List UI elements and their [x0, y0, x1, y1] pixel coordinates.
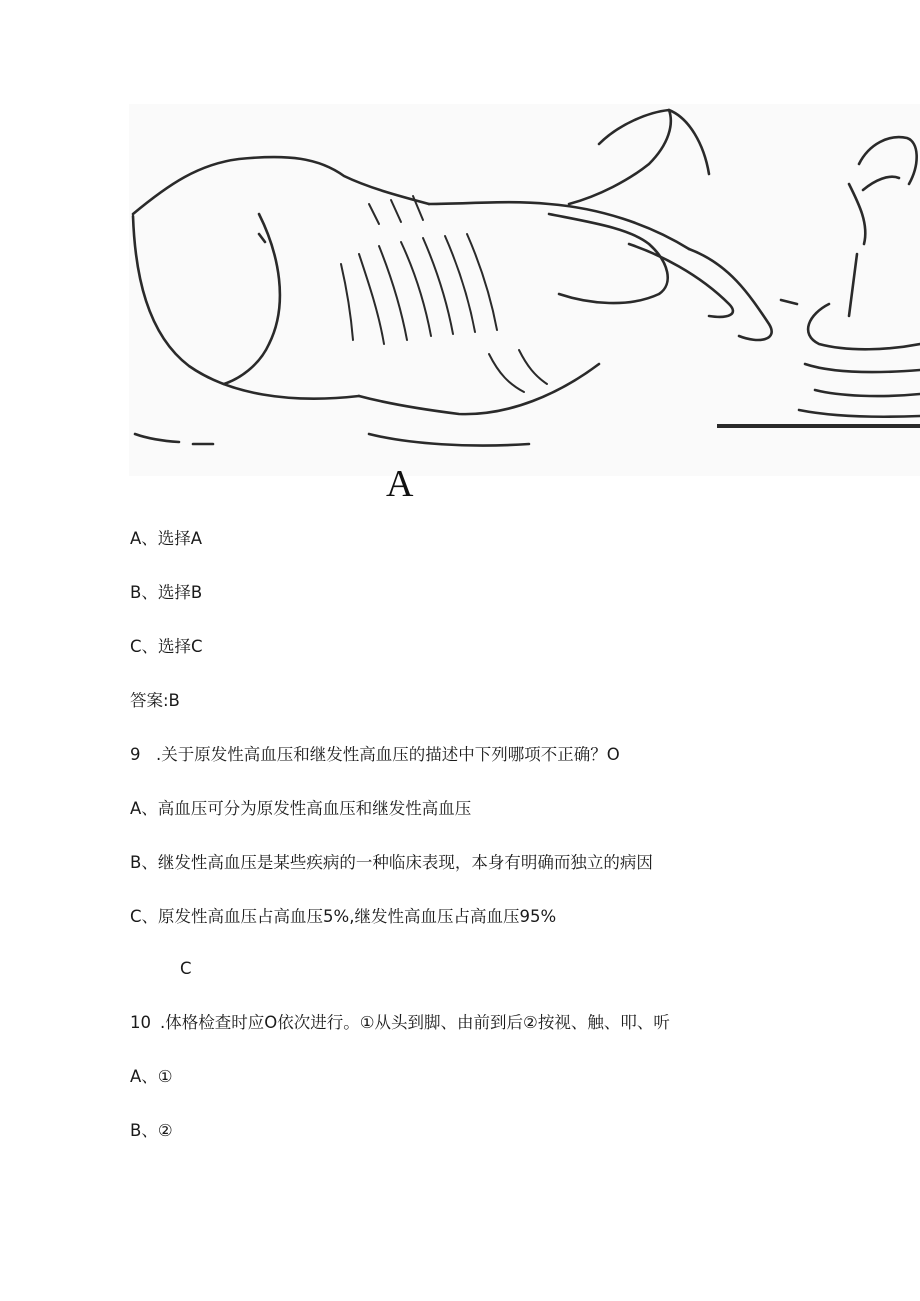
figure-label: A: [386, 463, 414, 505]
q9-option-a: A、高血压可分为原发性高血压和继发性高血压: [130, 799, 472, 818]
q9-option-b: B、继发性高血压是某些疾病的一种临床表现，本身有明确而独立的病因: [130, 853, 653, 872]
q10-option-b: B、②: [130, 1121, 173, 1140]
q10-option-a: A、①: [130, 1067, 173, 1086]
q8-option-c: C、选择C: [130, 637, 203, 656]
q9-answer: C: [180, 959, 192, 978]
q10-stem: .体格检查时应O依次进行。①从头到脚、由前到后②按视、触、叩、听: [160, 1013, 670, 1032]
q10-question: [130, 1012, 670, 1034]
q9-stem: .关于原发性高血压和继发性高血压的描述中下列哪项不正确？O: [156, 745, 620, 764]
q8-option-a: A、选择A: [130, 529, 203, 548]
q9-question: [130, 744, 620, 766]
q10-number: 10: [130, 1013, 151, 1032]
medical-illustration: [129, 104, 920, 476]
q9-option-c: C、原发性高血压占高血压5%,继发性高血压占高血压95%: [130, 907, 557, 926]
q8-answer: 答案:B: [130, 691, 180, 710]
q8-option-b: B、选择B: [130, 583, 203, 602]
q9-number: 9: [130, 745, 141, 764]
